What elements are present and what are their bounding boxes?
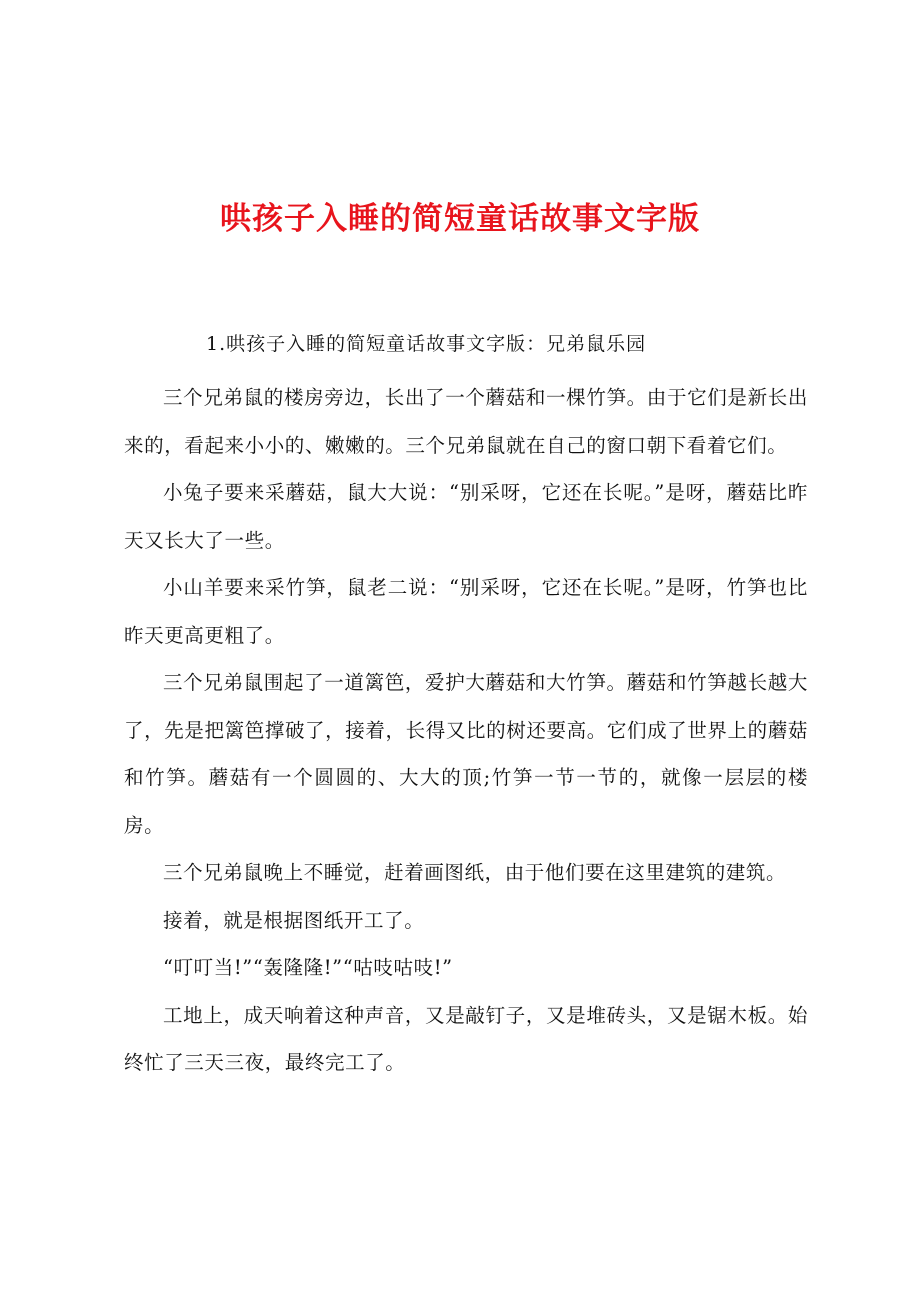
story-body (124, 374, 808, 1087)
story-paragraph: 接着，就是根据图纸开工了。 (163, 908, 425, 932)
story-paragraph: 工地上，成天响着这种声音，又是敲钉子，又是堆砖头，又是锯木板。始终忙了三天三夜，最终完工了。 (124, 1003, 808, 1074)
story-subtitle: 1.哄孩子入睡的简短童话故事文字版：兄弟鼠乐园 (206, 333, 647, 355)
story-paragraph: 三个兄弟鼠晚上不睡觉，赶着画图纸，由于他们要在这里建筑的建筑。 (163, 861, 787, 884)
story-paragraph: “叮叮当!”“轰隆隆!”“咕吱咕吱!” (163, 956, 453, 979)
story-paragraph: 小山羊要来采竹笋，鼠老二说：“别采呀，它还在长呢。”是呀，竹笋也比昨天更高更粗了。 (124, 576, 808, 647)
document-title: 哄孩子入睡的简短童话故事文字版 (220, 201, 700, 237)
story-paragraph: 三个兄弟鼠的楼房旁边，长出了一个蘑菇和一棵竹笋。由于它们是新长出来的，看起来小小的、嫩嫩的。三个兄弟鼠就在自己的窗口朝下看着它们。 (124, 386, 808, 457)
story-paragraph: 小兔子要来采蘑菇，鼠大大说：“别采呀，它还在长呢。”是呀，蘑菇比昨天又长大了一些。 (124, 481, 808, 552)
story-paragraph: 三个兄弟鼠围起了一道篱笆，爱护大蘑菇和大竹笋。蘑菇和竹笋越长越大了，先是把篱笆撑破了，接着，长得又比的树还要高。它们成了世界上的蘑菇和竹笋。蘑菇有一个圆圆的、大大的顶;竹笋一节一节的，就像一层层的楼房。 (124, 671, 808, 837)
